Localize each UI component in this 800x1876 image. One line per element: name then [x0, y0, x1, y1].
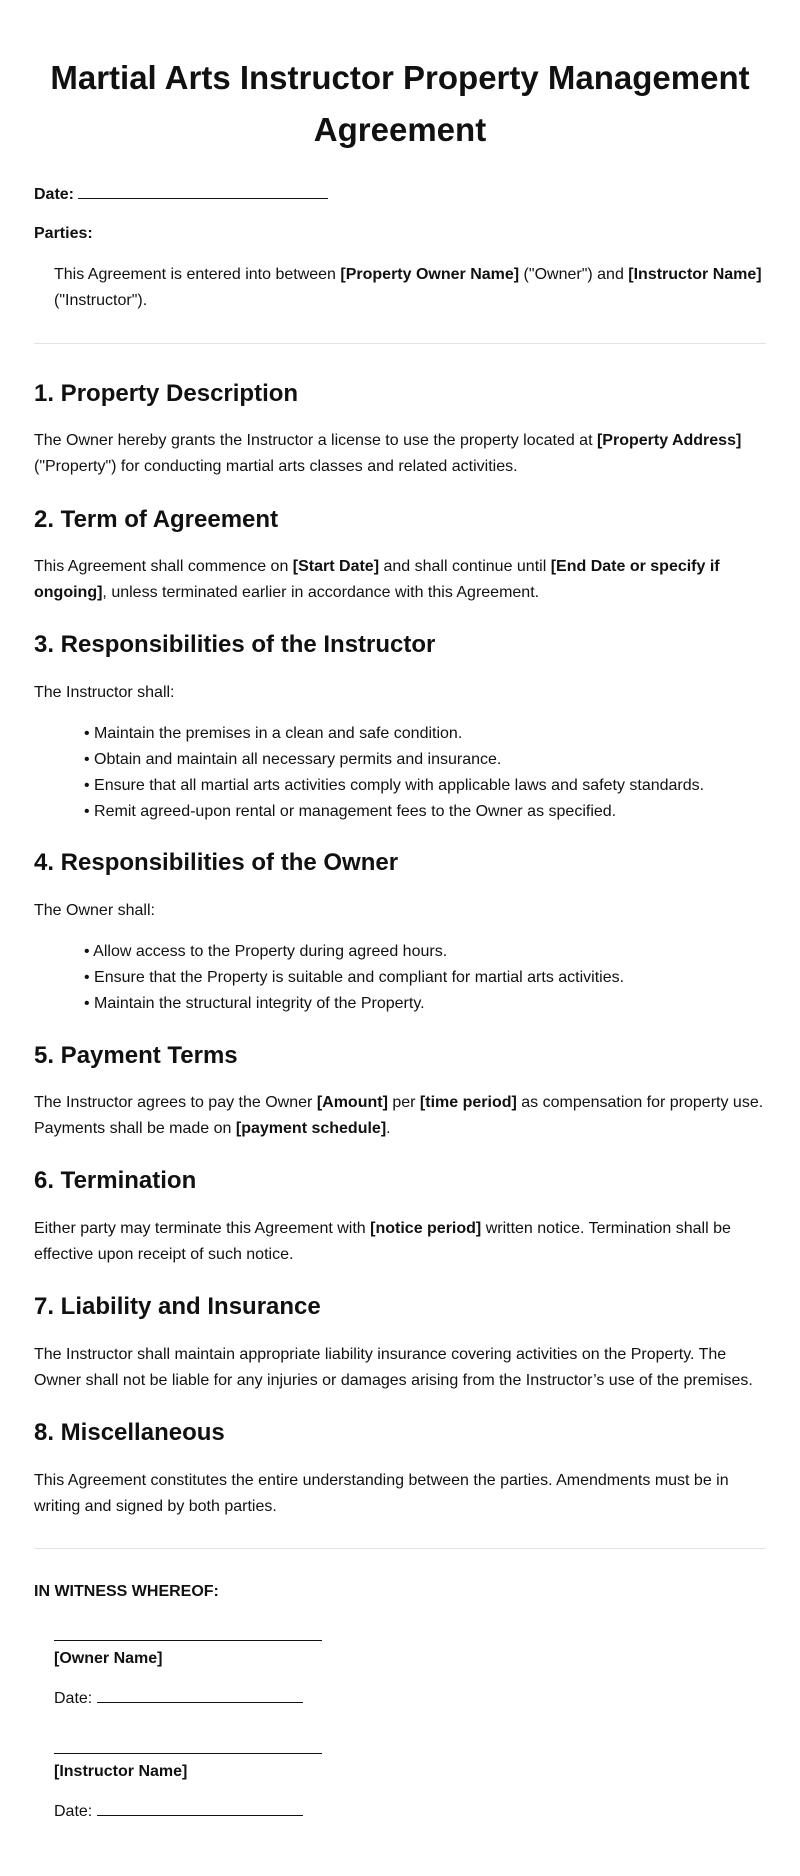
- list-item: • Ensure that all martial arts activities comply with applicable laws and safety standards.: [84, 773, 704, 799]
- list-item: • Remit agreed-upon rental or management fees to the Owner as specified.: [84, 799, 704, 825]
- owner-date-field: [54, 1686, 303, 1712]
- section-5-heading: 5. Payment Terms: [34, 1042, 238, 1069]
- divider: [34, 1548, 766, 1549]
- property-address-placeholder: [Property Address]: [596, 432, 742, 449]
- section-text: The Owner hereby grants the Instructor a license to use the property located at: [34, 432, 597, 449]
- parties-paragraph: [54, 262, 770, 314]
- section-7-text: The Instructor shall maintain appropriate liability insurance covering activities on the Property. The Owner shall not be liable for any injuries or damages arising from the Instructor’s use of the premises.: [34, 1346, 753, 1389]
- parties-text: ("Instructor").: [54, 292, 148, 309]
- start-date-placeholder: [Start Date]: [292, 558, 380, 575]
- section-5-text: [34, 1090, 774, 1142]
- section-text: ("Property") for conducting martial arts classes and related activities.: [34, 458, 518, 475]
- section-text: This Agreement shall commence on: [34, 558, 293, 575]
- list-item: • Allow access to the Property during agreed hours.: [84, 939, 624, 965]
- section-4-heading: 4. Responsibilities of the Owner: [34, 849, 399, 876]
- list-item: • Maintain the premises in a clean and safe condition.: [84, 721, 704, 747]
- instructor-responsibilities-list: [84, 721, 704, 825]
- witness-label: IN WITNESS WHEREOF:: [34, 1583, 219, 1600]
- date-label: Date:: [34, 186, 75, 203]
- divider: [34, 343, 766, 344]
- date-blank-line: [97, 1686, 303, 1703]
- section-3-intro: The Instructor shall:: [34, 684, 175, 701]
- payment-schedule-placeholder: [payment schedule]: [235, 1120, 387, 1137]
- instructor-date-field: [54, 1799, 303, 1825]
- section-1-heading: 1. Property Description: [34, 380, 299, 407]
- notice-period-placeholder: [notice period]: [370, 1220, 482, 1237]
- section-text: written notice. Termination shall be effective upon receipt of such notice.: [34, 1220, 731, 1263]
- parties-text: ("Owner") and: [519, 266, 629, 283]
- date-label: Date:: [54, 1803, 93, 1820]
- section-text: per: [387, 1094, 420, 1111]
- page-title: Martial Arts Instructor Property Management Agreement: [50, 59, 750, 148]
- section-1-text: [34, 428, 774, 480]
- instructor-signature-line: [54, 1753, 322, 1754]
- section-text: .: [386, 1120, 391, 1137]
- section-text: and shall continue until: [379, 558, 551, 575]
- section-text: The Instructor agrees to pay the Owner: [34, 1094, 317, 1111]
- date-field: [34, 182, 328, 205]
- list-item: • Maintain the structural integrity of the Property.: [84, 991, 624, 1017]
- list-item: • Obtain and maintain all necessary permits and insurance.: [84, 747, 704, 773]
- date-label: Date:: [54, 1690, 93, 1707]
- section-3-heading: 3. Responsibilities of the Instructor: [34, 631, 436, 658]
- section-text: Either party may terminate this Agreement with: [34, 1220, 371, 1237]
- section-6-text: [34, 1216, 774, 1268]
- section-2-heading: 2. Term of Agreement: [34, 506, 279, 533]
- section-7-heading: 7. Liability and Insurance: [34, 1293, 321, 1320]
- section-6-heading: 6. Termination: [34, 1167, 197, 1194]
- amount-placeholder: [Amount]: [316, 1094, 388, 1111]
- date-blank-line: [78, 182, 328, 199]
- list-item: • Ensure that the Property is suitable and compliant for martial arts activities.: [84, 965, 624, 991]
- section-text: as compensation for property use. Payments shall be made on: [34, 1094, 764, 1137]
- date-blank-line: [97, 1799, 303, 1816]
- instructor-name-placeholder: [Instructor Name]: [628, 266, 762, 283]
- owner-responsibilities-list: [84, 939, 624, 1017]
- instructor-name-placeholder: [Instructor Name]: [54, 1763, 188, 1780]
- section-4-intro: The Owner shall:: [34, 902, 155, 919]
- owner-name-placeholder: [Property Owner Name]: [340, 266, 520, 283]
- end-date-placeholder: [End Date or specify if ongoing]: [34, 558, 720, 601]
- time-period-placeholder: [time period]: [419, 1094, 517, 1111]
- section-8-text: This Agreement constitutes the entire understanding between the parties. Amendments must be in writing and signed by both parties.: [34, 1472, 729, 1515]
- parties-text: This Agreement is entered into between: [54, 266, 341, 283]
- section-2-text: [34, 554, 774, 606]
- parties-label: Parties:: [34, 225, 93, 242]
- section-text: , unless terminated earlier in accordance with this Agreement.: [102, 584, 540, 601]
- owner-signature-line: [54, 1640, 322, 1641]
- section-8-heading: 8. Miscellaneous: [34, 1419, 225, 1446]
- owner-name-placeholder: [Owner Name]: [54, 1650, 163, 1667]
